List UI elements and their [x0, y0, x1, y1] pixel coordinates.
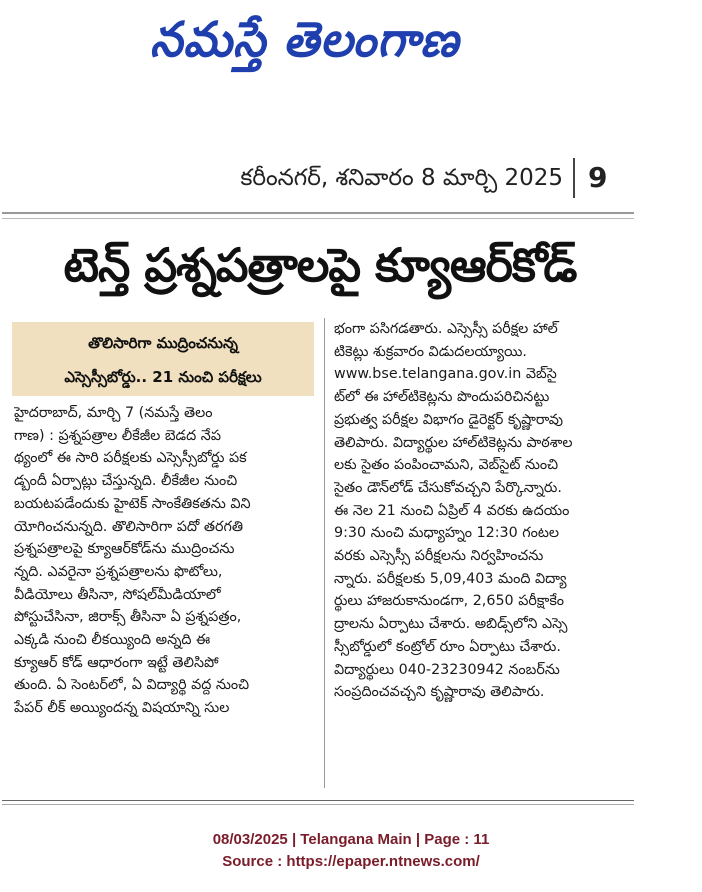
- subheadline-line-1: తొలిసారిగా ముద్రించనున్న: [88, 334, 238, 352]
- dateline: కరీంనగర్‌, శనివారం 8 మార్చి 2025: [240, 165, 563, 191]
- footer-source: Source : https://epaper.ntnews.com/: [222, 853, 480, 870]
- bottom-rule-thin: [2, 804, 634, 805]
- article-text-line: స్సీబోర్డులో కంట్రోల్‌ రూం ఏర్పాటు చేశారు.: [334, 638, 561, 655]
- article-text-line: హైదరాబాద్‌, మార్చి 7 (నమస్తే తెలం: [14, 405, 213, 421]
- article-text-line: వీడియోలు తీసినా, సోషల్‌మీడియాలో: [14, 586, 221, 603]
- article-text-line: పేపర్‌ లీక్‌ అయ్యిందన్న విషయాన్ని సుల: [14, 700, 230, 717]
- article-text-line: ట్‌లో ఈ హాల్‌టికెట్లను పొందుపరిచినట్టు: [334, 389, 550, 406]
- article-text-line: పోస్టుచేసినా, జిరాక్స్‌ తీసినా ఏ ప్రశ్నపత్రం,: [14, 609, 242, 626]
- article-text-line: ఈ నెల 21 నుంచి ఏప్రిల్‌ 4 వరకు ఉదయం: [334, 502, 570, 519]
- page-number: 9: [588, 161, 608, 194]
- article-text-line: టికెట్లు శుక్రవారం విడుదలయ్యాయి.: [334, 343, 527, 360]
- article-text-line: న్నది. ఎవరైనా ప్రశ్నపత్రాలను ఫొటోలు,: [14, 563, 223, 580]
- column-divider: [324, 318, 325, 788]
- article-text-line: బయటపడేందుకు హైటెక్‌ సాంకేతికతను విని: [14, 495, 251, 512]
- article-text-line: డ్బందీ ఏర్పాట్లు చేస్తున్నది. లీకేజీల నుంచి: [14, 473, 238, 490]
- article-text-line: విద్యార్థులు 040-23230942 నంబర్‌ను: [334, 661, 560, 678]
- article-text-line: సంప్రదించవచ్చని కృష్ణారావు తెలిపారు.: [334, 684, 545, 701]
- article-text-line: యోగించనున్నది. తొలిసారిగా పదో తరగతి: [14, 518, 243, 535]
- article-text-line: ప్రభుత్వ పరీక్షల విభాగం డైరెక్టర్‌ కృష్ణారావు: [334, 411, 564, 428]
- top-rule-thin: [2, 218, 634, 219]
- bottom-rule: [2, 800, 634, 801]
- article-text-line: తుంది. ఏ సెంటర్‌లో, ఏ విద్యార్థి వద్ద నుంచి: [14, 677, 250, 694]
- article-text-line: 9:30 నుంచి మధ్యాహ్నం 12:30 గంటల: [334, 525, 560, 542]
- masthead-logo: నమస్తే తెలంగాణ: [150, 10, 460, 68]
- dateline-separator: [573, 158, 575, 198]
- article-text-line: వరకు ఎస్సెస్సీ పరీక్షలను నిర్వహించను: [334, 548, 544, 565]
- subheadline-box: [12, 322, 314, 396]
- article-text-line: క్యూఆర్‌ కోడ్‌ ఆధారంగా ఇట్టే తెలిసిపో: [14, 654, 219, 671]
- article-left-column: [14, 402, 314, 720]
- top-rule: [2, 212, 634, 214]
- article-text-line: సైతం డౌన్‌లోడ్‌ చేసుకోవచ్చని పేర్కొన్నారు.: [334, 479, 562, 496]
- article-text-line: www.bse.telangana.gov.in వెబ్‌సై: [334, 366, 557, 383]
- subheadline-line-2: ఎస్సెస్సీబోర్డు.. 21 నుంచి పరీక్షలు: [64, 368, 262, 386]
- footer-date-edition: 08/03/2025 | Telangana Main | Page : 11: [212, 831, 490, 848]
- article-text-line: భంగా పసిగడతారు. ఎస్సెస్సీ పరీక్షల హాల్‌: [334, 321, 558, 337]
- article-text-line: న్నారు. పరీక్షలకు 5,09,403 మంది విద్యా: [334, 570, 567, 587]
- article-text-line: తెలిపారు. విద్యార్థుల హాల్‌టికెట్లను పాఠశాల: [334, 434, 573, 451]
- article-text-line: గాణ) : ప్రశ్నపత్రాల లీకేజీల బెడద నేప: [14, 427, 221, 444]
- article-text-line: థ్యంలో ఈ సారి పరీక్షలకు ఎస్సెస్సీబోర్డు పక: [14, 450, 247, 467]
- article-text-line: ప్రశ్నపత్రాలపై క్యూఆర్‌కోడ్‌ను ముద్రించను: [14, 541, 235, 558]
- article-text-line: లకు సైతం పంపించామని, వెబ్‌సైట్‌ నుంచి: [334, 457, 559, 474]
- article-right-column: [334, 318, 632, 704]
- article-text-line: ఎక్కడి నుంచి లీకయ్యింది అన్నది ఈ: [14, 632, 211, 649]
- article-text-line: ద్రాలను ఏర్పాటు చేశారు. అబిడ్స్‌లోని ఎస్సె: [334, 616, 568, 633]
- article-headline: టెన్త్‌ ప్రశ్నపత్రాలపై క్యూఆర్‌కోడ్‌: [63, 238, 577, 292]
- article-text-line: ర్థులు హాజరుకానుండగా, 2,650 పరీక్షాకేం: [334, 593, 565, 610]
